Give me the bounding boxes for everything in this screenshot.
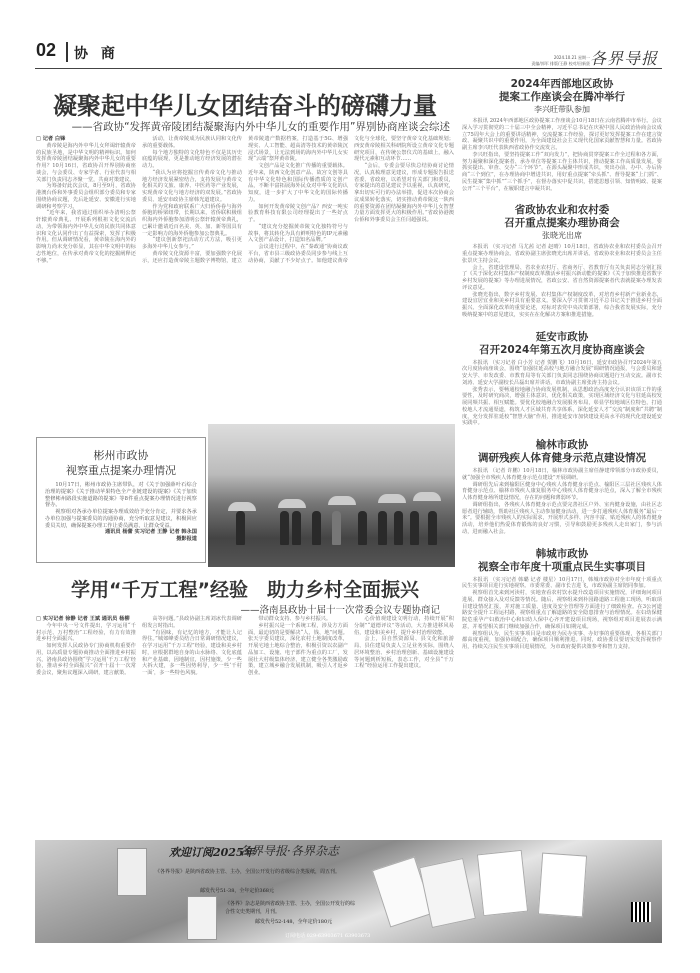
article-paragraph: 调研组指出，各残疾人体育健身示范点要完善社区户外、室内健身设施，由社区志愿者进行辅助，帮助社区残疾人主动参加健身活动，进一步打通残疾人体育服务“最后一米”。要根据全市残疾人的实际需求，开展形式多样、内容丰富、贴近残疾人的体育健身活动，培养他们热爱体育锻炼的良好习惯，引导和鼓励更多残疾人走出家门，参与活动，进而融入社会。: [462, 501, 662, 535]
article-paragraph: 心价值观建设文明行动，持续开展“积分制”“道德评议”等活动，大力推进移风易俗，建设和美乡村，提升乡村治理效能。: [354, 616, 454, 636]
article-paragraph: “近年来，我省通过组织举办清明公祭轩辕黄帝典礼、开展系列根祖文化交流活动，为带领海内外中华儿女的民族共同体意识和文化认同作出了有益探索，发挥了积极作用。但从调研情况看，黄帝陵在海内外的影响力尚未充分彰显，其在中华文明中的标志性地位，在传承对黄帝文化的挖掘阐释还不够。”: [36, 210, 136, 264]
right-news-column: [462, 78, 662, 663]
article-paragraph: 每个地方独特的文化特色不仅是其历史底蕴的展现，更是推动地方经济发展的潜在动力。: [142, 149, 242, 169]
editors: 责编/郭军 排版/王静 校对/田新贤: [531, 61, 590, 66]
article-paragraph: 视察组首先来到河渎村，实地查看农村饮水提升改造项目实施情况，详细询问项目进展、群众接入及对反馈等情况。随后，视察组来到朴园路道路工程施工现场，听取项目建设情况汇报，并对施工质量、进度及安全管理等方面进行了细致检查。在3公河道路安全提升工程运村路，视察组重点了解道路的安全隐患排查与治理情况。在妇幼保健院危重孕产妇救治中心和妇幼人保中心齐开建设项目现场，视察组对项目进展表示满意，并希望相关部门继续加强合作，确保项目如期完成。: [462, 590, 662, 630]
brief-headline: 提案工作座谈会在腾冲举行: [499, 91, 625, 103]
main-byline: □ 记者 白锋: [36, 136, 66, 142]
newspaper-thumbnail: [117, 848, 147, 896]
brief-headline: 榆林市政协: [535, 439, 589, 451]
article-paragraph: 会上，省建设管理局、省农业农村厅、省商务厅、省教育厅有关负责同志分别汇报了《关于深化农村集体产权制度改革激活乡村振兴新动能的提案》《关于加快推进省数字乡村发展的提案》等办理进展情况，省政公安、省自然资源提案者代表就提案办理发表评议意见。: [462, 264, 662, 291]
news-brief: [462, 439, 662, 536]
article-paragraph: 活动，让黄帝陵成为民族认同和文化传承的重要载体。: [142, 136, 242, 149]
brief-headline: 调研残疾人体育健身示范点建设情况: [478, 452, 646, 464]
box-title-1: 彬州市政协: [93, 449, 149, 462]
article-paragraph: “我认为应将挖掘宣传黄帝文化与推动地方经济发展紧密结合，支持发展与黄帝文化相关的文旅、康养、中医药等产业发展，实现黄帝文化与地方经济的双发展。”省政协委员、延安市政协主席韩光道建议。: [142, 169, 242, 203]
magazine-cover: [538, 853, 587, 918]
second-subheadline: ——洛南县政协十届十一次常委会议专题协商记: [240, 605, 440, 616]
subscription-phone: 订阅电话 029-63903671 63903673: [285, 933, 371, 939]
brief-headline: 省政协农业和农村委: [514, 204, 610, 217]
box-body: [45, 482, 197, 543]
article-paragraph: 本报讯 2024年西部地区政协提案工作座谈会10月18日在云南省腾冲市举行。会议深入学习贯彻党的二十届三中全会精神，习近平总书记在庆祝中国人民政治协商会议成立75周年大会上的重要讲话精神，交流提案工作经验，探讨更好发挥提案工作在建言资政、凝聚共识中的重要作用，为全面建设社会主义现代化国家贡献智慧和力量。省政协副主席李兴旺代表陕西省政协作交流发言。: [462, 118, 662, 151]
article-paragraph: 李兴旺指出，要坚持提案工作“双向发力”，把协商贯穿提案工作全过程和各方面，努力凝聚和深化提案者、承办单位等提案工作主体共识，推动提案工作高质量发展。要抓实提出、审查、交办“三个环节”，在源头凝聚中形成共识，突出办前、办中、办后协商“三个到位”，在办理协商中增进共识，用好重点提案“牵头抓”、督导提案“上门抓”、民生提案“集中抓”“三个抓手”，在督办落实中促共识，搭建思想引领、知情明政、提案公开“三个平台”，在履职建言中凝共识。: [462, 151, 662, 192]
brief-subheadline: 张晓光出席: [542, 231, 582, 241]
article-paragraph: “有固味，有记忆的地方，才能让人记得住。”城郊峰委员结合日常调研情况建议，在学习运用“千万工程”经验，建设和美乡村时，应根据群地自身的山水脉络、文化底蕴和产业基础，因地制宜，因村施策，少一些大拆大建，多一些因势利导，少一些‘千村一面’，多一些特色风貌。: [142, 629, 242, 676]
brief-headline: 视察全市年度十项重点民生实事项目: [478, 560, 646, 573]
newspaper-price: 邮发代号51-38，全年定价368元: [200, 888, 274, 894]
article-paragraph: 本报讯 （实习记者 马尤茜 记者 赵晴）10月18日，省政协农业和农村委员会召开重点提案办理协商会。省政协副主席张晓光出席并讲话。省政协农业和农村委员会主任张景庆主持会议。: [462, 244, 662, 264]
news-photo-inspection: [208, 424, 455, 567]
header-rule: [35, 68, 662, 69]
second-headline: 学用“千万工程”经验 助力乡村全面振兴: [71, 579, 419, 601]
news-brief: [462, 331, 662, 428]
brief-body: [462, 244, 662, 318]
brief-headline: 召开2024年第五次月度协商座谈会: [479, 343, 645, 356]
section-title: 协 商: [74, 46, 119, 62]
masthead-logo: 各界导报: [590, 49, 659, 68]
brief-headline: 召开重点提案办理协商会: [504, 217, 620, 230]
article-paragraph: 为筹备好此次会议，8月至9月，省政协港澳台侨和外事委员会组织部分委员和专家围绕协商议题，先后赴延安、安徽进行实地调研和考察学习。: [36, 183, 136, 210]
brief-body: [462, 118, 662, 192]
article-paragraph: 本报讯 （记者 许鹏）10月18日，榆林市政协副主席任静建带领部分市政协委员，就“加强全市残疾人体育健身示范点建设”开展调研。: [462, 468, 662, 481]
article-paragraph: 调研组先后来到榆阳区健身中心残疾人体育健身示范点、榆阳区三层社区残疾人体育健身示范点、榆林市残疾人康复服务中心残疾人体育健身示范点，深入了解全市残疾人体育健身场所建设情况，存在的问题和薄弱环节。: [462, 481, 662, 501]
article-paragraph: 本报讯 （实习记者 白小芳 记者 贺鹏飞）10月16日，延安市政协召开2024年第五次月度协商座谈会，围绕“加强驻延高校与地方融合发展”调研情况通报，与会委员和延安大学、市发改委、市教育局等有关部门负责同志围绕协商议题进行互动交流。副市长刘涛、延安大学副校长吕磊出席并讲话，市政协副主席张涛主持会议。: [462, 359, 662, 386]
article-paragraph: “建议创新祭祀活动方式方法，吸引更多海外中华儿女参与。”: [142, 237, 242, 250]
article-paragraph: 今年中央一号文件提出，学习运用“千村示范、万村整治”工程经验，有力有效推进乡村全面振兴。: [36, 622, 136, 643]
brief-body: [462, 360, 662, 428]
article-paragraph: 张晓光指出，数字乡村发展、农村集体产权制度改革，对培育乡村新产业新业态，建设宜居宜业和美乡村具有重要意义。要深入学习贯彻习近平总书记关于推进乡村全面振兴、全面深化改革的重要论述，对标对表党中央决策部署，综合我省发展实际，充分吸纳提案中的意见建议，实实在在化解决方案和推进措施。: [462, 291, 662, 318]
article-paragraph: “会后，专委会要尽快总结协商讨论情况，认真梳理意见建议，形成专题报告报送省委、省政府，以希望对有关部门和委员，专家提出的意见建议予以重视，认真研究，拿出切实可行的办法举措，促进本次协商会议成果转化落实，切实推动黄帝陵这一陕西的重要资源在团结凝聚海内外中华儿女智慧力量方面发挥更大的积极作用。”省政协港澳台侨和外事委员会主任闫超强说。: [354, 163, 454, 223]
magazine-thumbnail: [187, 896, 217, 940]
header-divider: [66, 42, 68, 62]
magazine-cover: [477, 850, 528, 916]
subscription-banner: [35, 840, 662, 943]
news-brief: [462, 204, 662, 318]
brief-headline: 2024年西部地区政协: [510, 78, 614, 90]
second-byline: □ 实习记者 徐静 记者 王斌 通讯员 杨柳: [36, 616, 130, 622]
article-paragraph: 作为党和政府联系广大归侨侨眷与海外侨胞的桥梁纽带，长期以来，省侨联积极组织海内外侨胞参加清明公祭轩辕黄帝典礼，已累计邀请近百名美、英、加、新等国具有一定影响力的海外侨胞参加公祭典礼。: [142, 203, 242, 237]
banner-brand: 各界导报·各界杂志: [239, 844, 339, 858]
main-headline: 凝聚起中华儿女团结奋斗的磅礴力量: [53, 92, 437, 120]
article-paragraph: 黄帝陵是海内外中华儿女拜谒轩辕黄帝的民族圣地，是中华文明的精神标识。如何发挥黄帝陵团结凝聚海内外中华儿女的重要作用？10月16日，省政协召开界别协商座谈会，与会委员、专家学者、行业代表与相关部门负责同志齐聚一堂，共商对策建议。: [36, 142, 136, 183]
main-subheadline: ——省政协“发挥黄帝陵团结凝聚海内外中华儿女的重要作用”界别协商座谈会综述: [71, 121, 450, 133]
article-paragraph: 黄帝陵文化资源丰富，要加强数字化展示，还应打造黄帝陵主题数字博物馆，建立黄帝陵遗产数据档案，打造基于5G、增强现实、人工智能、超高清等技术的黄帝陵沉浸式场景，让无法到场的海内外中华儿女实现“云端”祭拜黄帝陵。: [142, 136, 348, 264]
article-paragraph: 视察组认为，民生实事项目是市政府为民办实事、办好事的重要体现，各相关部门都高度重视，加强协调配合，确保项目顺利推进。同时，政协委员要切实发挥视察作用，持续关注民生实事项目进展情况，为市政府提供决策参考和智力支持。: [462, 630, 662, 650]
article-paragraph: 会上，县自然资源局、县文化和旅游局、县住建局负责人立足业务实际，围绕人居环境整治、乡村治理创新、基础设施建设等问题到析短板，表态工作，对全县“千万工程”经验运用工作提出建议。: [354, 636, 454, 670]
brief-headline: 延安市政协: [535, 330, 589, 343]
article-paragraph: 带动群众支持、参与乡村振兴。: [258, 616, 332, 622]
brief-body: [462, 577, 662, 651]
article-paragraph: 乡村振兴是一个系统工程，涉及方方面面，最迫切的是要解决“人、钱、地”问题。张天宇委员建议，深化农村土地制度改革，开展宅地土地综合整治，积极引资以农副产品加工、设施、电子部件为重点的工厂，发展壮大村级集体经济，建立健全各类激励政策，建立城乡融合发展机制，吸引人才返乡创业。: [248, 622, 348, 676]
qr-code: [631, 902, 651, 922]
article-paragraph: 张秀表示，要畅通校地融合协商发展机制，从思想政治高度充分认识该项工作的重要性，及时研究商决，增强主体意识，优化相关政策，实现区域经济文化与驻延高校发展同频共振、相互赋能。要优化校地融合发展服务布局，彰显学校地域区位特色，打通校地人才流通渠道，构筑人才区域共育共享体系，深化延安人才“交流”制度和“共聘”制度，充分发挥驻延校“智慧大脑”作用，推进延安市加快建设更高水平的现代化建设延安实践中。: [462, 386, 662, 427]
article-paragraph: 会议进行过程中，在“秦政通”协商议政平台，省市县三级政协委员同步参与线上互动协商，贡献了不少好点子。如他建议黄帝文化与全球化，要坚守黄帝文化基础规划；西安黄帝陵相关科研院所设立黄帝文化专题研究项目，在传统公祭仪式的基础上，融入现代元素和互动环节……: [248, 136, 454, 264]
brief-headline: 韩城市政协: [535, 547, 589, 560]
second-article-body: [36, 616, 454, 838]
issue-meta: [500, 55, 590, 67]
article-paragraph: 本报讯 （实习记者 韩璐 记者 楼星）10月17日，韩城市政协对全市年度十项重点民生实事项目进行实地视察。市委常委、副市长吉进飞，市政协副主席陪同参加。: [462, 576, 662, 590]
box-credit: 通讯员 杨蕾 实习记者 王静 记者 韩永国: [104, 529, 197, 536]
brief-body: [462, 468, 662, 536]
newspaper-cover: [419, 858, 476, 928]
magazine-desc: 《各界》杂志是陕西省政协主管、主办，全国公开发行的综合性文史类期刊，月刊。: [225, 901, 356, 915]
article-paragraph: 如何开发黄帝陵文创产品？西安一吨实验教育科技有限公司经理提出了一些好点子。: [248, 203, 348, 223]
magazine-price: 邮发代号52-148，全年定价180元: [255, 919, 333, 925]
box-credit-2: 摄影报道: [176, 536, 197, 542]
box-title-2: 视察重点提案办理情况: [66, 464, 176, 477]
article-paragraph: “建议充分挖掘黄帝陵文化独特符号与故事，将其转化为具有鲜明特色的IP元素融入文创产品设计，打造知名品牌。”: [248, 223, 348, 244]
page-number: 02: [36, 40, 57, 60]
brief-subheadline: 李兴旺带队参加: [534, 105, 590, 114]
box-paragraph: 视察组对各承办单位提案办理成效给予充分肯定，并要求各承办单位加强与提案委员的沟通协商，充分听取意见建议，积极回应委员关切，确保提案办理工作让委员满意，让群众受益。: [45, 509, 197, 529]
box-paragraph: 10月17日，彬州市政协主席带队，对《关于加强薛叶石综合治理的提案》《关于推动苹果特色全产业链建设的提案》《关于加快整修彬州路段实施道路的提案》等8件重点提案办理情况进行视察督办。: [45, 482, 197, 509]
main-article-body: [36, 136, 454, 426]
news-brief: [462, 78, 662, 192]
article-paragraph: 高等问题。”县政协副主席刘冰代表调研组发言时指出。: [142, 616, 242, 629]
issue-date: 2024.10.21 星期一: [553, 55, 590, 60]
newspaper-desc: 《各界导报》是陕西省政协主管、主办，全国公开发行的省级综合类报纸，周五刊。: [155, 869, 341, 875]
binzhou-news-box: [36, 437, 206, 563]
news-brief: [462, 548, 662, 651]
article-paragraph: 文创产品是文化推广传播的重要载体。近年来，陕西文化创意产品、故宫文创等具有中华文化特色和国际传播潜质的文创产品，不断丰富拓展海外民众对中华文化的认知度，进一步扩大了中华文化的国际传播力。: [248, 163, 348, 203]
article-paragraph: 如何发挥人民政协专门协商机构重要作用，以高质量专题协商推动全面推进乡村振兴，洛南县政协围绕“学习运用‘千万工程’经验，推动乡村全面振兴”召开十届十一次常委会议，聚焦议题深入调研，建言献策。: [36, 643, 136, 676]
banner-headline: 欢迎订阅2025年: [169, 846, 255, 859]
